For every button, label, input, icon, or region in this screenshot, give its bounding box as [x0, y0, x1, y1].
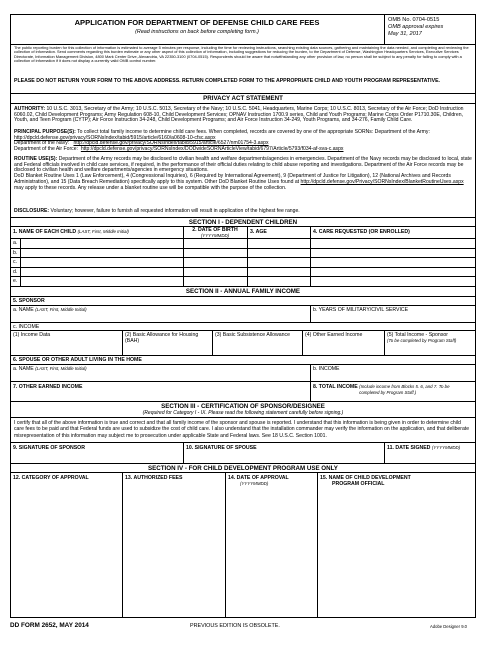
row-letter: b.	[13, 249, 18, 256]
purpose-text: To collect total family income to determine child care fees. When completed, records are covered by one of the appropriate SORNs: Department of the Army:	[77, 129, 430, 135]
certification-text: I certify that all of the above information is true and correct and that all family income of the sponsor and spouse is reported. I understand that this information is being given in order to determine child care fees to be paid and that Federal funds are used to subsidize the cost of child care. I also understand that the installation commander may verify the information on the application, and that deliberate misrepresentation of this information may subject me to prosecution under applicable State and Federal laws. See 18 U.S.C. Section 1001.	[14, 420, 470, 439]
purpose-label: PRINCIPAL PURPOSE(S):	[14, 129, 76, 135]
omb-number: OMB No. 0704-0515	[388, 17, 440, 23]
income-data-field[interactable]: (1) Income Data	[13, 332, 51, 338]
authority-text: 10 U.S.C. 3013, Secretary of the Army; 10 U.S.C. 5013, Secretary of the Navy; 10 U.S.C. 5041, Headquarters, Marine Corps; 10 U.S.C. 8013, Secretary of the Air Force; DoD Instruction 6060.02, Child Development Programs; Army Regulation 608-10, Child Development Services; OPNAV Instruction 1700.9 series, Child and Youth Programs; Marine Corps Order P1710.30E, Children, Youth, and Teen Program (CYTP); Air Force Instruction 34-248, Child Development Programs; and Air Force Instruction 34-249, Youth Programs, and 34-276, Family Child Care.	[14, 106, 464, 124]
blanket-routine-link[interactable]: http://dpcld.defense.gov/Privacy/SORNsIndex/BlanketRoutineUses.aspx	[300, 178, 464, 185]
af-sorn-link[interactable]: http://dpcld.defense.gov/privacy/SORNsIndex/DODwideSORNArticleView/tabid/6797/Article/5793/f034-af-sva-c.aspx	[80, 146, 344, 153]
navy-sorn-link[interactable]: http://dpcld.defense.gov/privacy/SORNsIndex/tabid/5915/article/6527/nm01754-3.aspx	[73, 140, 269, 147]
section3-heading: SECTION III - CERTIFICATION OF SPONSOR/DESIGNEE	[161, 403, 325, 410]
rule	[10, 364, 476, 365]
program-official-field[interactable]: 15. NAME OF CHILD DEVELOPMENT PROGRAM OFFICIAL	[320, 475, 411, 487]
rule	[10, 355, 476, 356]
col-divider	[183, 442, 184, 463]
total-income-field[interactable]: 8. TOTAL INCOME (Include income from Blocks 5. 6, and 7. To be completed by Program Staff.)	[313, 384, 450, 395]
form-subtitle: (Read instructions on back before completing form.)	[135, 29, 259, 35]
income-label: c. INCOME	[13, 324, 40, 330]
spouse-label: 6. SPOUSE OR OTHER ADULT LIVING IN THE HOME	[13, 357, 142, 363]
col-divider	[225, 472, 226, 618]
routine-block	[14, 157, 472, 191]
col-divider	[310, 305, 311, 322]
form-border	[10, 14, 476, 618]
spouse-income-field[interactable]: b. INCOME	[313, 366, 340, 372]
col-dob: 2. DATE OF BIRTH (YYYYMMDD)	[192, 227, 238, 238]
rule	[10, 381, 476, 382]
authorized-fees-field[interactable]: 13. AUTHORIZED FEES	[125, 475, 183, 481]
signature-sponsor-field[interactable]: 9. SIGNATURE OF SPONSOR	[13, 445, 85, 451]
section4-heading: SECTION IV - FOR CHILD DEVELOPMENT PROGRAM USE ONLY	[148, 465, 338, 472]
bah-field[interactable]: (2) Basic Allowance for Housing (BAH)	[125, 332, 199, 344]
rule	[10, 401, 476, 402]
other-earned-field[interactable]: (4) Other Earned Income	[305, 332, 363, 338]
col-child-name: 1. NAME OF EACH CHILD (LAST, First, Middle Initial)	[13, 229, 129, 235]
total-sponsor-field[interactable]: (5) Total Income - Sponsor (To be completed by Program Staff)	[387, 332, 457, 343]
privacy-heading: PRIVACY ACT STATEMENT	[203, 95, 283, 102]
authority-block	[14, 107, 472, 124]
af-label: Department of the Air Force:	[14, 146, 78, 153]
disclosure-text: Voluntary; however, failure to furnish all requested information will result in application of the highest fee range.	[50, 208, 300, 214]
section2-heading: SECTION II - ANNUAL FAMILY INCOME	[185, 288, 301, 295]
col-divider	[384, 442, 385, 463]
date-signed-field[interactable]: 11. DATE SIGNED (YYYYMMDD)	[387, 445, 461, 451]
omb-block	[388, 17, 443, 38]
navy-label: Department of the Navy:	[14, 140, 70, 147]
row-letter: e.	[13, 278, 18, 285]
army-sorn-link[interactable]: http://dpcld.defense.gov/privacy/SORNsIndex/tabid/5915/article/6160/a0608-10-cfsc.aspx	[14, 134, 216, 141]
obsolete-notice: PREVIOUS EDITION IS OBSOLETE.	[190, 623, 280, 629]
disclosure-label: DISCLOSURE:	[14, 208, 50, 214]
other-earned-income-field[interactable]: 7. OTHER EARNED INCOME	[13, 384, 83, 390]
col-divider	[310, 381, 311, 401]
routine-text-3: may apply to these records. Any release under a blanket routine use will be compatible with the purpose of the collection.	[14, 184, 287, 191]
row-letter: a.	[13, 240, 18, 246]
return-warning: PLEASE DO NOT RETURN YOUR FORM TO THE ABOVE ADDRESS. RETURN COMPLETED FORM TO THE APPROPRIATE CHILD AND YOUTH PROGRAM REPRESENTATIVE.	[14, 78, 440, 84]
col-divider	[302, 330, 303, 355]
child-row[interactable]	[10, 276, 476, 287]
header-divider	[384, 14, 385, 44]
signature-spouse-field[interactable]: 10. SIGNATURE OF SPOUSE	[186, 445, 257, 451]
rule	[10, 472, 476, 473]
rule	[10, 103, 476, 104]
col-age: 3. AGE	[250, 229, 267, 235]
rule	[10, 417, 476, 418]
omb-expires-date: May 31, 2017	[388, 31, 422, 37]
designer-note: Adobe Designer 9.0	[430, 624, 468, 629]
form-title: APPLICATION FOR DEPARTMENT OF DEFENSE CHILD CARE FEES	[74, 18, 320, 27]
authority-label: AUTHORITY:	[14, 106, 46, 112]
bas-field[interactable]: (3) Basic Subsistence Allowance	[215, 332, 290, 338]
rule	[10, 217, 476, 218]
routine-text-2: DoD Blanket Routine Uses 1 (Law Enforcement), 4 (Congressional Inquiries), 6 (Required by International Agreement), 9 (Department of Justice for Litigation), 12 (National Archives and Records Administration), and 15 (Data Breach Remediation) specifically apply to this system. Other DoD Blanket Routine Uses found at	[14, 173, 451, 185]
rule	[10, 463, 476, 464]
rule	[10, 442, 476, 443]
category-approval-field[interactable]: 12. CATEGORY OF APPROVAL	[13, 475, 89, 481]
col-care-requested: 4. CARE REQUESTED (OR ENROLLED)	[313, 229, 410, 235]
col-divider	[122, 472, 123, 618]
section1-heading: SECTION I - DEPENDENT CHILDREN	[188, 219, 298, 226]
date-approval-field[interactable]: 14. DATE OF APPROVAL (YYYYMMDD)	[228, 475, 289, 486]
col-divider	[310, 364, 311, 381]
disclosure-block	[14, 209, 472, 215]
col-divider	[212, 330, 213, 355]
sponsor-name-field[interactable]: a. NAME (LAST, First, Middle Initial)	[13, 307, 87, 313]
purpose-block	[14, 130, 472, 153]
row-letter: d.	[13, 268, 18, 275]
col-divider	[384, 330, 385, 355]
routine-text: Department of the Army records may be disclosed to civilian health and welfare departments/agencies in emergencies. Department of the Navy records may be disclosed to local, state and Federal officials involved in child care services, if required, in the performance of their official duties relating to child abuse reporting and investigations. Department of the Air Force records may be disclosed to civilian health and welfare departments/agencies in emergency situations.	[14, 156, 472, 174]
rule	[10, 93, 476, 94]
spouse-name-field[interactable]: a. NAME (LAST, First, Middle Initial)	[13, 366, 87, 372]
rule	[10, 296, 476, 297]
burden-statement: The public reporting burden for this collection of information is estimated to average 5 minutes per response, including the time for reviewing instructions, searching existing data sources, gathering and maintaining the data needed, and completing and reviewing the collection of information. Send comments regarding this burden estimate or any other aspect of this collection of information, including suggestions for reducing the burden, to the Department of Defense, Washington Headquarters Services, Executive Services Directorate, Information Management Division, 4800 Mark Center Drive, Alexandria, VA 22350-3100 (0704-0515). Respondents should be aware that notwithstanding any other provision of law, no person shall be subject to any penalty for failing to comply with a collection of information if it does not display a currently valid OMB control number.	[14, 45, 469, 64]
form-page	[10, 14, 476, 634]
rule	[10, 330, 476, 331]
section3-subheading: (Required for Category I - IX. Please read the following statement carefully before signing.)	[142, 410, 344, 416]
col-divider	[122, 330, 123, 355]
col-divider	[317, 472, 318, 618]
years-service-field[interactable]: b. YEARS OF MILITARY/CIVIL SERVICE	[313, 307, 409, 313]
form-id: DD FORM 2652, MAY 2014	[10, 622, 89, 629]
sponsor-label: 5. SPONSOR	[13, 298, 45, 304]
rule	[10, 322, 476, 323]
row-letter: c.	[13, 259, 18, 266]
routine-label: ROUTINE USE(S):	[14, 156, 58, 162]
rule	[10, 305, 476, 306]
omb-expires-label: OMB approval expires	[388, 24, 444, 30]
